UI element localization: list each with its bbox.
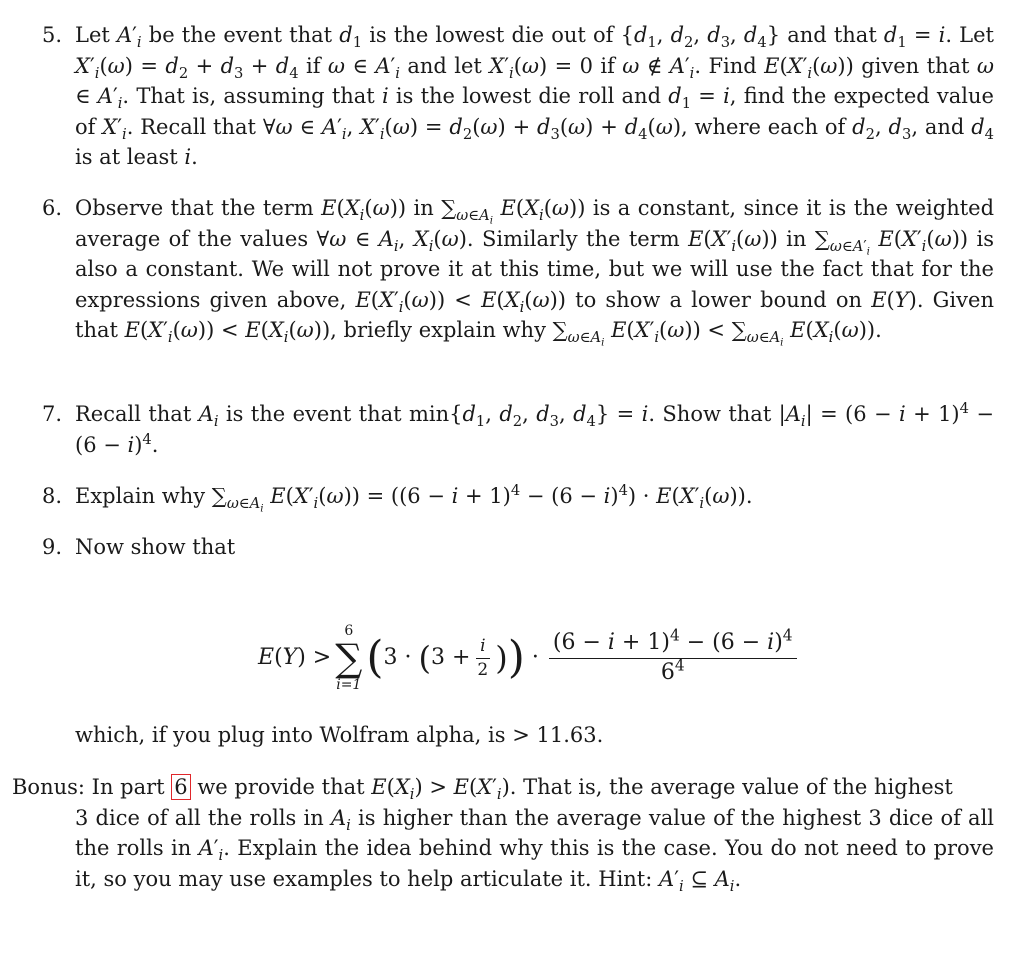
part-reference-link[interactable]: 6 [171,774,190,800]
item-8-text: Explain why $\sum_{\omega\in A_i}$ $E(X'_i(\omega)) = ((6 - i + 1)^4 - (6 - i)^4) \cdot E(X'_i(\omega))$. [75,481,753,515]
item-number: 6. [42,196,63,220]
fraction-probability: $\frac{(6 - i + 1)^4 - (6 - i)^4}{6^4}$ [549,631,797,684]
item-number: 7. [42,402,63,426]
item-7-text: Recall that $A_i$ is the event that $\min\{d_1$, $d_2$, $d_3$, $d_4\} = i$. Show that $|A_i| = (6 - i + 1)^4 - (6 - i)^4$. [75,399,994,457]
problem-item-6 [42,193,995,349]
item-number: 9. [42,535,63,559]
item-6-text: Observe that the term $E(X_i(\omega))$ in $\sum_{\omega\in A_i}$ $E(X_i(\omega))$ is a constant, since it is the weighted average of the values ∀ω ∈ $A_i$, $X_i(\omega)$. Similarly the term $E(X'_i(\omega))$ in $\sum_{\omega\in A'_i}$ $E(X'_i(\omega))$ is also a constant. We will not prove it at this time, but we will use the fact that for the expressions given above, $E(X'_i(\omega)) < E(X_i(\omega))$ to show a lower bound on E(Y). Given that $E(X'_i(\omega)) < E(X_i(\omega))$, briefly explain why $\sum_{\omega\in A_i}$ $E(X'_i(\omega)) < \sum_{\omega\in A_i}$ $E(X_i(\omega))$. [75,196,995,349]
problem-item-9 [42,532,994,563]
bonus-question: Bonus: In part 6 we provide that $E(X_i) > E(X'_i)$. That is, the average value of the highest 3 dice of all the rolls in $A_i$ is higher than the average value of the highest 3 dice of all the rolls in $A'_i$. Explain the idea behind why this is the case. You do not need to prove it, so you may use examples to help articulate it. Hint: $A'_i$ ⊆ $A_i$. [12,775,995,895]
problem-item-7 [42,399,994,460]
item-5-text: Let $A'_i$ be the event that $d_1$ is the lowest die out of {$d_1$, $d_2$, $d_3$, $d_4$} and that $d_1 = i$. Let $X'_i(\omega) = d_2 + d_3 + d_4$ if ω ∈ $A'_i$ and let $X'_i(\omega) = 0$ if ω ∉ $A'_i$. Find $E(X'_i(\omega))$ given that ω ∈ $A'_i$. That is, assuming that i is the lowest die roll and $d_1 = i$, find the expected value of $X'_i$. Recall that ∀ω ∈ $A'_i$, $X'_i(\omega) = d_2(\omega) + d_3(\omega) + d_4(\omega)$, where each of $d_2$, $d_3$, and $d_4$ is at least i. [75,23,995,169]
item-9-intro: Now show that [75,535,236,559]
summation-symbol: 6 ∑ i=1 [335,623,363,693]
problem-item-8 [42,481,994,515]
display-equation: E(Y) > 6 ∑ i=1 ( 3 · ( 3 + $\frac{i}{2}$ ) ) · $\frac{(6 - i + 1)^4 - (6 - i)^4}{6^4}$ [258,618,800,698]
item-9-conclusion: which, if you plug into Wolfram alpha, is > 11.63. [75,723,604,747]
item-number: 8. [42,484,63,508]
fraction-i-over-2: $\frac{i}{2}$ [477,635,489,680]
bonus-label: Bonus: [12,775,85,799]
item-number: 5. [42,23,63,47]
problem-item-5 [42,20,994,173]
